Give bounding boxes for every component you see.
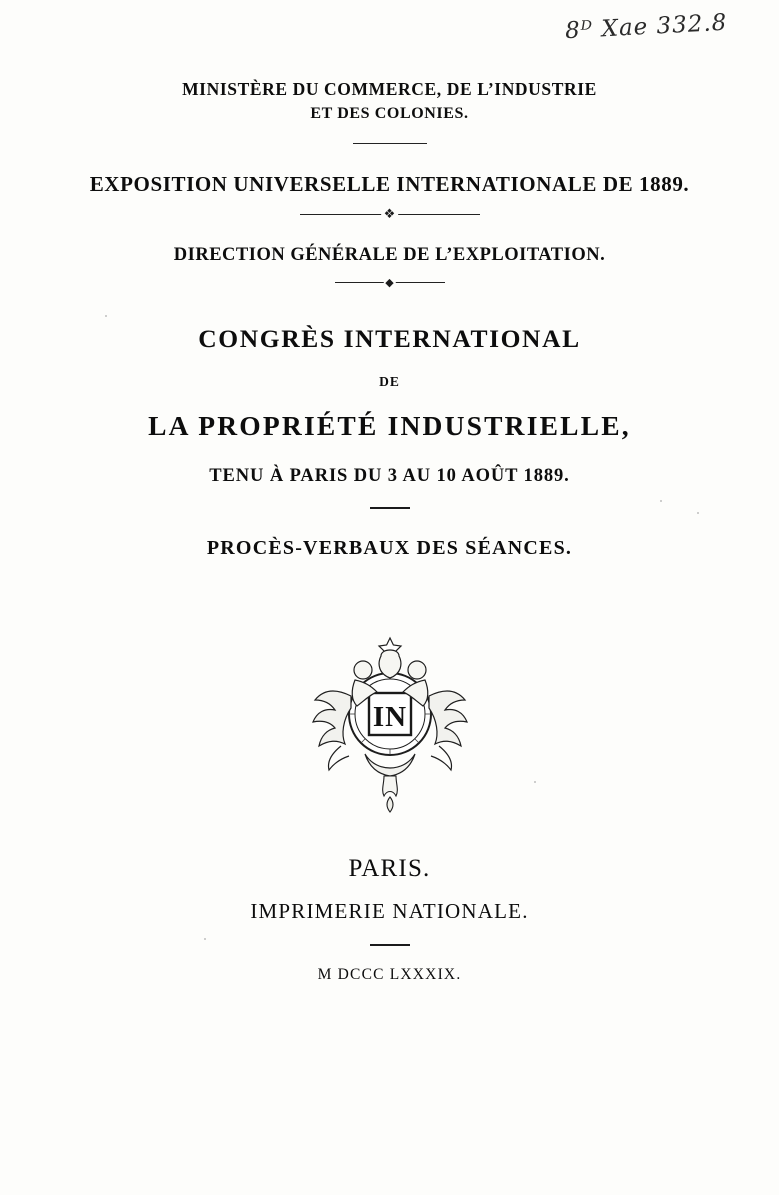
paper-speck — [534, 781, 536, 783]
paper-speck — [105, 315, 107, 317]
congress-title: CONGRÈS INTERNATIONAL — [198, 324, 581, 354]
emblem-monogram: IN — [372, 701, 407, 734]
title-page-content — [0, 76, 779, 984]
ministry-line-1: MINISTÈRE DU COMMERCE, DE L’INDUSTRIE — [182, 79, 597, 99]
paper-speck — [204, 938, 206, 940]
printers-device-emblem — [285, 604, 495, 819]
direction-heading: DIRECTION GÉNÉRALE DE L’EXPLOITATION. — [173, 245, 606, 266]
congress-dates: TENU À PARIS DU 3 AU 10 AOÛT 1889. — [209, 466, 570, 487]
node-icon: ◆ — [385, 276, 394, 290]
imprint-date: M DCCC LXXXIX. — [317, 966, 462, 984]
contents-line: PROCÈS-VERBAUX DES SÉANCES. — [206, 537, 573, 560]
paper-speck — [660, 500, 662, 502]
ornament-divider-node — [335, 278, 445, 288]
exposition-heading: EXPOSITION UNIVERSELLE INTERNATIONALE DE 1889. — [89, 172, 690, 197]
congress-connector: DE — [379, 374, 400, 390]
imprint-city: PARIS. — [348, 855, 431, 883]
diamond-icon: ❖ — [381, 209, 399, 221]
paper-speck — [697, 512, 699, 514]
handwritten-shelfmark: 8ᴰ Xae 332.8 — [564, 9, 728, 45]
imprint-publisher: IMPRIMERIE NATIONALE. — [250, 899, 529, 924]
ornament-divider-diamond — [300, 209, 480, 221]
ministry-line-2: ET DES COLONIES. — [310, 105, 469, 123]
congress-subject: LA PROPRIÉTÉ INDUSTRIELLE, — [148, 410, 631, 442]
